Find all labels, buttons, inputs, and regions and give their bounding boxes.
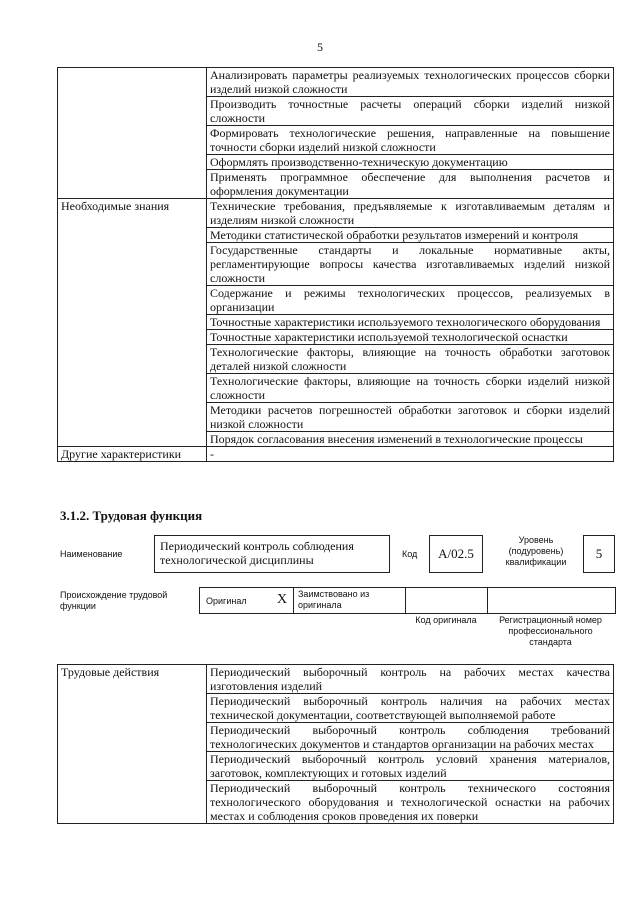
empty-label-cell	[58, 68, 207, 199]
labor-action-item: Периодический выборочный контроль наличия на рабочих местах технической документации, соответствующей выполняемой работе	[207, 694, 614, 723]
original-box	[199, 587, 295, 614]
other-characteristics-value: -	[207, 447, 614, 462]
labor-action-item: Периодический выборочный контроль условий хранения материалов, заготовок, комплектующих и готовых изделий	[207, 752, 614, 781]
knowledge-item: Содержание и режимы технологических процессов, реализуемых в организации	[207, 286, 614, 315]
borrowed-box	[293, 587, 407, 614]
page-number: 5	[317, 40, 323, 54]
labor-action-item: Периодический выборочный контроль на рабочих местах качества изготовления изделий	[207, 665, 614, 694]
knowledge-label: Необходимые знания	[58, 199, 207, 447]
function-name-value: Периодический контроль соблюдения технологической дисциплины	[160, 539, 354, 567]
knowledge-item: Точностные характеристики используемого технологического оборудования	[207, 315, 614, 330]
reg-number-box	[487, 587, 616, 614]
code-label: Код	[402, 549, 418, 559]
labor-actions-table	[57, 664, 614, 824]
function-name-box	[154, 535, 390, 573]
origin-label: Происхождение трудовой функции	[60, 590, 168, 611]
table-row	[58, 665, 614, 694]
skill-item: Применять программное обеспечение для выполнения расчетов и оформления документации	[207, 170, 614, 199]
skill-item: Формировать технологические решения, направленные на повышение точности сборки изделий низкой сложности	[207, 126, 614, 155]
borrowed-label: Заимствовано из оригинала	[298, 589, 370, 610]
knowledge-item: Методики статистической обработки результатов измерений и контроля	[207, 228, 614, 243]
original-label: Оригинал	[206, 596, 247, 606]
knowledge-item: Технологические факторы, влияющие на точность сборки изделий низкой сложности	[207, 374, 614, 403]
reg-number-caption: Регистрационный номер профессионального стандарта	[499, 615, 602, 647]
original-mark: X	[277, 592, 288, 607]
knowledge-item: Технические требования, предъявляемые к изготавливаемым деталям и изделиям низкой сложности	[207, 199, 614, 228]
knowledge-item: Методики расчетов погрешностей обработки заготовок и сборки изделий низкой сложности	[207, 403, 614, 432]
labor-action-item: Периодический выборочный контроль соблюдения требований технологических документов и стандартов организации на рабочих местах	[207, 723, 614, 752]
skill-item: Оформлять производственно-техническую документацию	[207, 155, 614, 170]
other-characteristics-label: Другие характеристики	[58, 447, 207, 462]
knowledge-item: Порядок согласования внесения изменений в технологические процессы	[207, 432, 614, 447]
skills-knowledge-table	[57, 67, 614, 462]
code-original-box	[405, 587, 489, 614]
table-row	[58, 447, 614, 462]
knowledge-item: Технологические факторы, влияющие на точность обработки заготовок деталей низкой сложности	[207, 345, 614, 374]
name-label: Наименование	[60, 549, 123, 559]
table-row	[58, 68, 614, 97]
function-code: А/02.5	[429, 535, 483, 573]
code-original-caption: Код оригинала	[415, 615, 477, 625]
labor-action-item: Периодический выборочный контроль технического состояния технологического оборудования и технологической оснастки на рабочих местах и соблюдения сроков проведения их поверки	[207, 781, 614, 824]
labor-actions-label: Трудовые действия	[58, 665, 207, 824]
table-row	[58, 199, 614, 228]
level-label: Уровень (подуровень) квалификации	[505, 535, 567, 567]
knowledge-item: Точностные характеристики используемой технологической оснастки	[207, 330, 614, 345]
skill-item: Производить точностные расчеты операций сборки изделий низкой сложности	[207, 97, 614, 126]
skill-item: Анализировать параметры реализуемых технологических процессов сборки изделий низкой сложности	[207, 68, 614, 97]
qualification-level: 5	[583, 535, 615, 573]
section-title: 3.1.2. Трудовая функция	[60, 508, 203, 523]
knowledge-item: Государственные стандарты и локальные нормативные акты, регламентирующие вопросы качества изготавливаемых изделий низкой сложности	[207, 243, 614, 286]
